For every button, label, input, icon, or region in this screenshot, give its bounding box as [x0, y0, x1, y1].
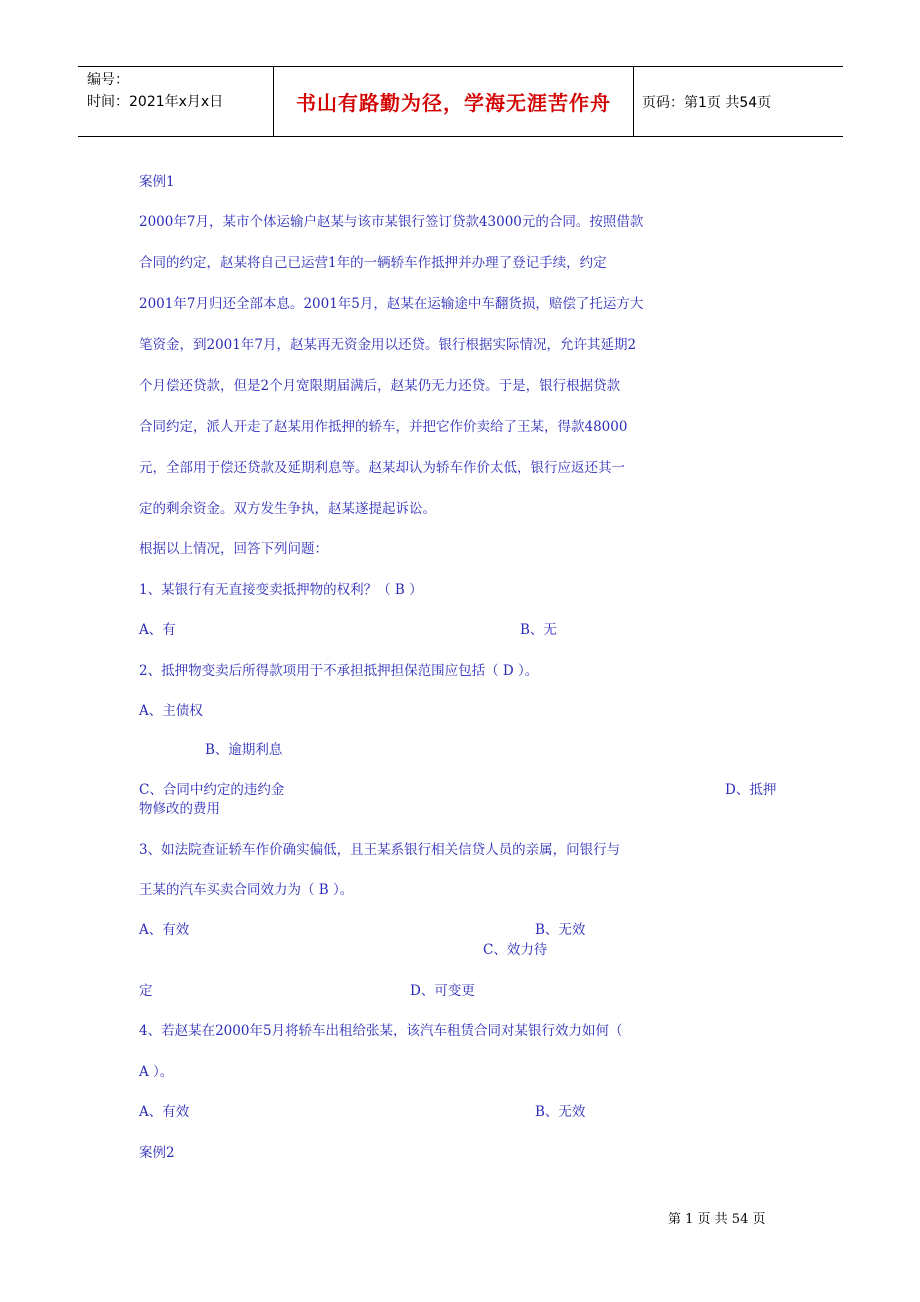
header-table: [78, 66, 843, 137]
q4-option-a: A、有效: [139, 1104, 190, 1120]
para-line: 合同的约定，赵某将自己已运营1年的一辆轿车作抵押并办理了登记手续，约定: [139, 255, 607, 271]
question-3-line1: 3、如法院查证轿车作价确实偏低，且王某系银行相关信贷人员的亲属，问银行与: [139, 842, 621, 858]
q2-option-a: A、主债权: [139, 703, 203, 719]
para-line: 2001年7月归还全部本息。2001年5月，赵某在运输途中车翻货损，赔偿了托运方大: [139, 296, 644, 312]
q3-option-c-continued: 定: [139, 983, 153, 999]
number-label: 编号：: [87, 72, 129, 88]
q3-option-b: B、无效: [535, 922, 586, 938]
q2-option-b: B、逾期利息: [205, 742, 283, 758]
header-motto-cell: [273, 67, 634, 136]
case1-title: 案例1: [139, 174, 175, 190]
question-4-line1: 4、若赵某在2000年5月将轿车出租给张某，该汽车租赁合同对某银行效力如何（: [139, 1023, 623, 1039]
q1-option-a: A、有: [139, 622, 176, 638]
q4-option-b: B、无效: [535, 1104, 586, 1120]
para-line: 元，全部用于偿还贷款及延期利息等。赵某却认为轿车作价太低，银行应返还其一: [139, 460, 625, 476]
para-line: 合同约定，派人开走了赵某用作抵押的轿车，并把它作价卖给了王某，得款48000: [139, 419, 628, 435]
q2-option-d-continued: 物修改的费用: [139, 801, 220, 817]
motto: 书山有路勤为径，学海无涯苦作舟: [296, 91, 611, 115]
q3-option-d: D、可变更: [410, 983, 475, 999]
para-line: 个月偿还贷款，但是2个月宽限期届满后，赵某仍无力还贷。于是，银行根据贷款: [139, 378, 621, 394]
q2-option-d: D、抵押: [725, 782, 777, 798]
q1-option-b: B、无: [520, 622, 557, 638]
para-line: 2000年7月，某市个体运输户赵某与该市某银行签订贷款43000元的合同。按照借款: [139, 214, 644, 230]
page-footer: 第 1 页 共 54 页: [668, 1212, 766, 1227]
question-prompt: 根据以上情况，回答下列问题：: [139, 541, 328, 557]
q2-option-c: C、合同中约定的违约金: [139, 782, 285, 798]
para-line: 笔资金，到2001年7月，赵某再无资金用以还贷。银行根据实际情况，允许其延期2: [139, 337, 637, 353]
q3-option-c: C、效力待: [483, 942, 548, 958]
header-page-info: 页码：第1页 共54页: [642, 94, 772, 111]
header-left: [78, 67, 273, 136]
question-2: 2、抵押物变卖后所得款项用于不承担抵押担保范围应包括（ D ）。: [139, 663, 539, 679]
time-label: 时间：2021年x月x日: [87, 94, 224, 110]
question-3-line2: 王某的汽车买卖合同效力为（ B ）。: [139, 882, 354, 898]
question-1: 1、某银行有无直接变卖抵押物的权利？（ B ）: [139, 582, 423, 598]
q3-option-a: A、有效: [139, 922, 190, 938]
question-4-line2: A ）。: [139, 1064, 174, 1080]
para-line: 定的剩余资金。双方发生争执，赵某遂提起诉讼。: [139, 501, 436, 517]
case2-title: 案例2: [139, 1145, 175, 1161]
